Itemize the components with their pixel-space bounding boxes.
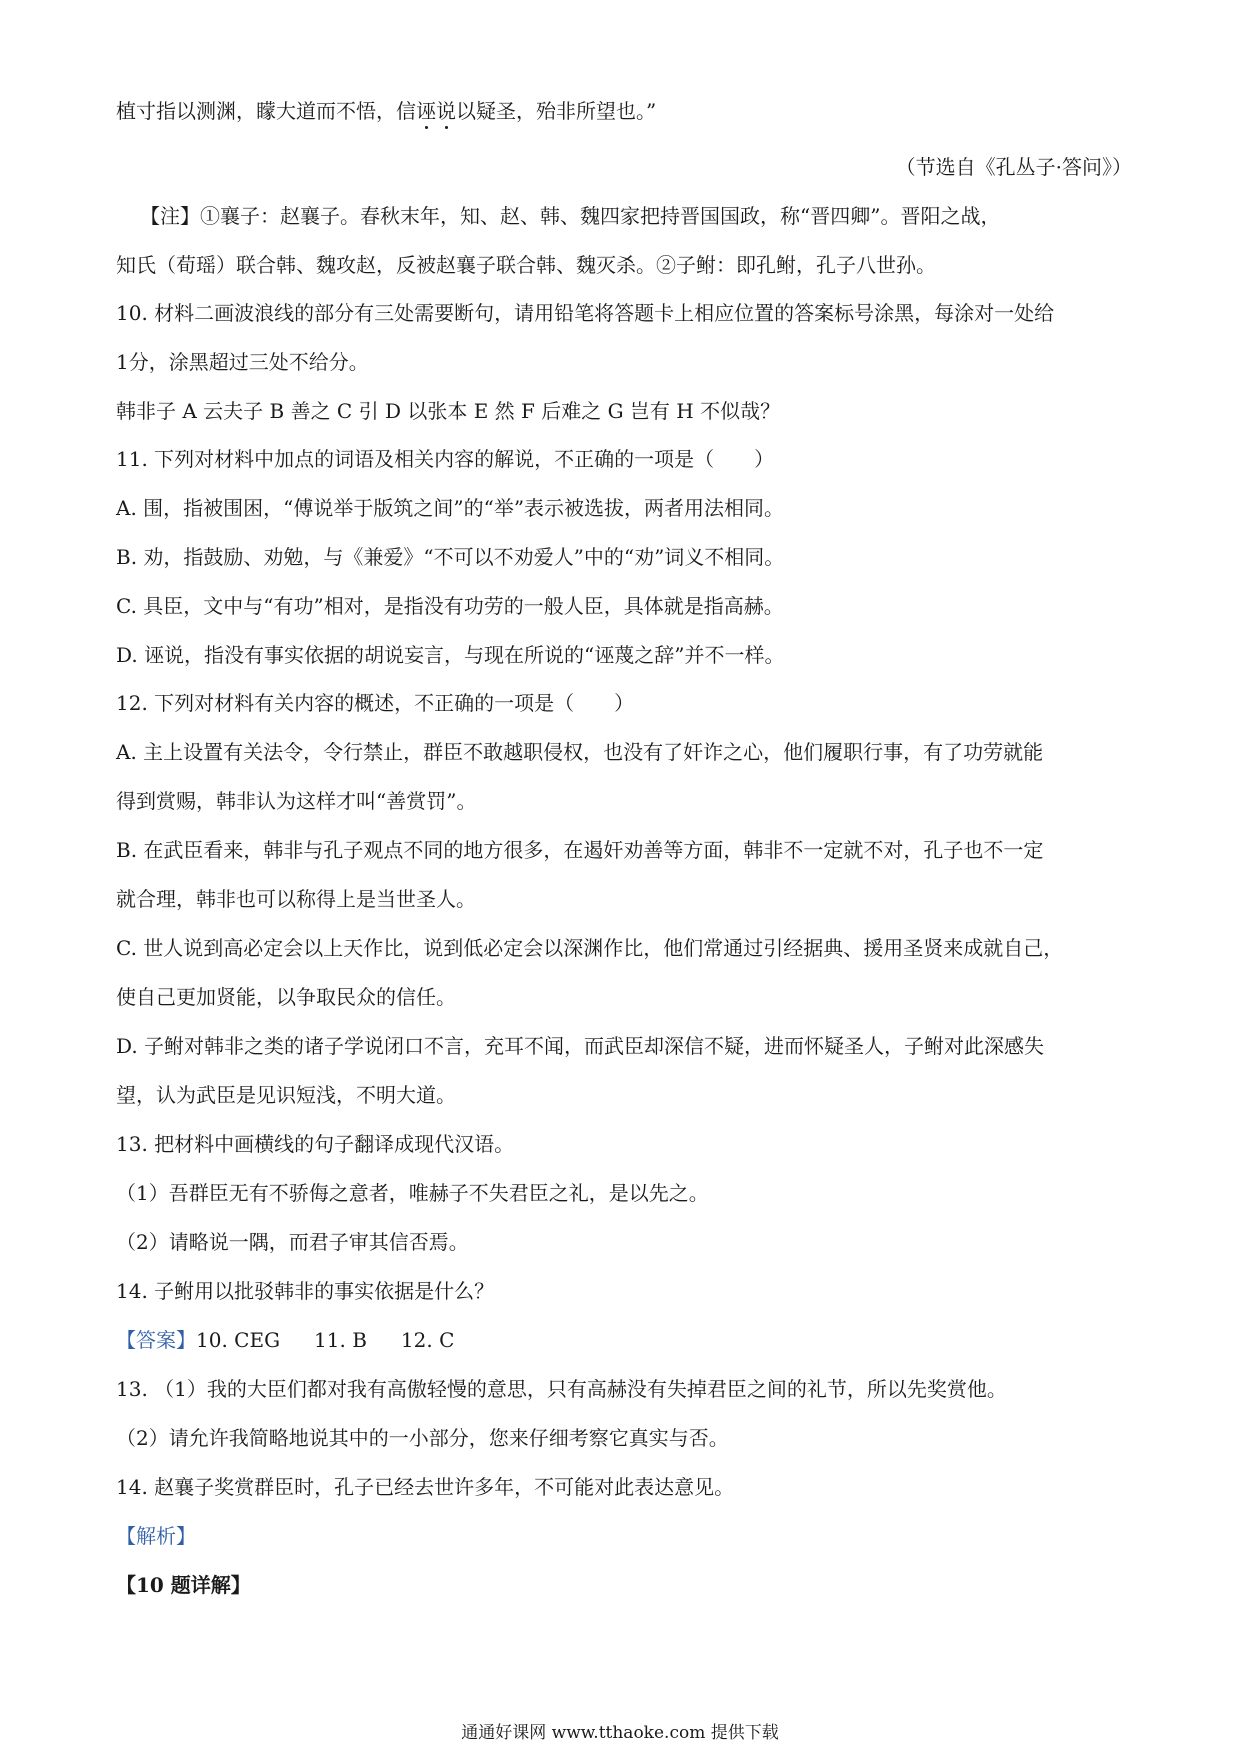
- question-10-stem: 10. 材料二画波浪线的部分有三处需要断句，请用铅笔将答题卡上相应位置的答案标号涂黑，每涂对一处给: [116, 301, 1055, 325]
- question-13-sentence-2: （2）请略说一隅，而君子审其信否焉。: [116, 1230, 469, 1254]
- question-12-option-b: B. 在武臣看来，韩非与孔子观点不同的地方很多，在遏奸劝善等方面，韩非不一定就不对，孔子也不一定: [116, 838, 1044, 862]
- question-10-stem: 1分，涂黑超过三处不给分。: [116, 350, 369, 374]
- note-line: 【注】①襄子：赵襄子。春秋末年，知、赵、韩、魏四家把持晋国国政，称“晋四卿”。晋阳之战，: [140, 204, 1001, 228]
- answer-12: 12. C: [400, 1328, 455, 1352]
- dotted-word: 说: [436, 99, 456, 123]
- question-12-option-c: 使自己更加贤能，以争取民众的信任。: [116, 985, 456, 1009]
- footer-watermark: 通通好课网 www.tthaoke.com 提供下载: [461, 1723, 779, 1743]
- question-12-option-a: A. 主上设置有关法令，令行禁止，群臣不敢越职侵权，也没有了奸诈之心，他们履职行事，有了功劳就能: [116, 740, 1044, 764]
- question-12-option-d: 望，认为武臣是见识短浅，不明大道。: [116, 1083, 456, 1107]
- answer-13-line-2: （2）请允许我简略地说其中的一小部分，您来仔细考察它真实与否。: [116, 1426, 729, 1450]
- passage-text: 以疑圣，殆非所望也。”: [456, 99, 657, 123]
- passage-source: （节选自《孔丛子·答问》）: [895, 155, 1132, 179]
- question-14-stem: 14. 子鲋用以批驳韩非的事实依据是什么？: [116, 1279, 495, 1303]
- answer-14: 14. 赵襄子奖赏群臣时，孔子已经去世许多年，不可能对此表达意见。: [116, 1475, 735, 1499]
- question-10-sentence: 韩非子 A 云夫子 B 善之 C 引 D 以张本 E 然 F 后难之 G 岂有 H 不似哉？: [116, 399, 781, 423]
- note-line: 知氏（荀瑶）联合韩、魏攻赵，反被赵襄子联合韩、魏灭杀。②子鲋：即孔鲋，孔子八世孙。: [116, 253, 936, 277]
- question-12-option-a: 得到赏赐，韩非认为这样才叫“善赏罚”。: [116, 789, 477, 813]
- question-12-stem: 12. 下列对材料有关内容的概述，不正确的一项是（ ）: [116, 691, 635, 715]
- question-11-option-b: B. 劝，指鼓励、劝勉，与《兼爱》“不可以不劝爱人”中的“劝”词义不相同。: [116, 545, 785, 569]
- answer-10: 10. CEG: [196, 1328, 281, 1352]
- answer-11: 11. B: [314, 1328, 367, 1352]
- question-13-sentence-1: （1）吾群臣无有不骄侮之意者，唯赫子不失君臣之礼，是以先之。: [116, 1181, 709, 1205]
- dotted-word: 诬: [416, 99, 436, 123]
- question-11-stem: 11. 下列对材料中加点的词语及相关内容的解说，不正确的一项是（ ）: [116, 447, 775, 471]
- question-12-option-b: 就合理，韩非也可以称得上是当世圣人。: [116, 887, 476, 911]
- answer-summary: [116, 1325, 1126, 1355]
- answer-label: 【答案】: [116, 1328, 196, 1352]
- question-11-option-a: A. 围，指被围困，“傅说举于版筑之间”的“举”表示被选拔，两者用法相同。: [116, 496, 785, 520]
- analysis-label: 【解析】: [116, 1524, 196, 1548]
- passage-line: [116, 96, 1126, 126]
- analysis-detail-heading: 【10 题详解】: [116, 1573, 251, 1597]
- question-11-option-c: C. 具臣，文中与“有功”相对，是指没有功劳的一般人臣，具体就是指高赫。: [116, 594, 784, 618]
- question-13-stem: 13. 把材料中画横线的句子翻译成现代汉语。: [116, 1132, 515, 1156]
- question-12-option-c: C. 世人说到高必定会以上天作比，说到低必定会以深渊作比，他们常通过引经据典、援用圣贤来成就自己，: [116, 936, 1064, 960]
- question-12-option-d: D. 子鲋对韩非之类的诸子学说闭口不言，充耳不闻，而武臣却深信不疑，进而怀疑圣人，子鲋对此深感失: [116, 1034, 1045, 1058]
- answer-13-line-1: 13. （1）我的大臣们都对我有高傲轻慢的意思，只有高赫没有失掉君臣之间的礼节，所以先奖赏他。: [116, 1377, 1007, 1401]
- passage-text: 植寸指以测渊，矇大道而不悟，信: [116, 99, 416, 123]
- question-11-option-d: D. 诬说，指没有事实依据的胡说妄言，与现在所说的“诬蔑之辞”并不一样。: [116, 643, 785, 667]
